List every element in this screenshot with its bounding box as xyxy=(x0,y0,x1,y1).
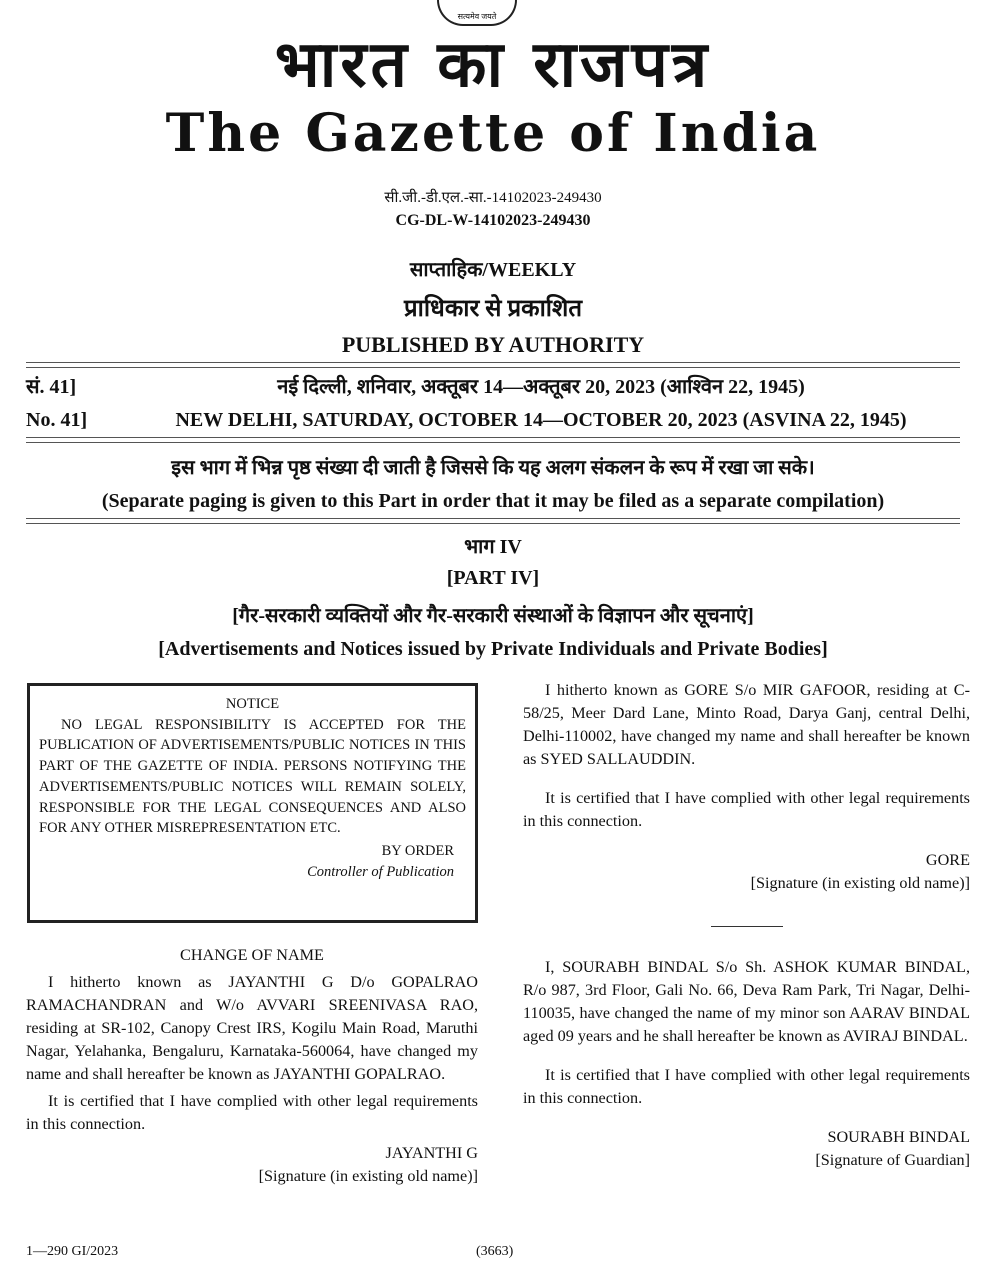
part-subtitle-hindi: [गैर-सरकारी व्यक्तियों और गैर-सरकारी संस्थाओं के विज्ञापन और सूचनाएं] xyxy=(232,605,754,627)
divider xyxy=(26,367,960,368)
masthead-hindi: भारत का राजपत्र xyxy=(274,30,712,100)
certification: It is certified that I have complied with other legal requirements in this connection. xyxy=(523,789,970,830)
change-of-name-notice-bindal xyxy=(523,956,970,1172)
signatory-name: JAYANTHI G xyxy=(385,1144,478,1162)
issue-date-hindi: नई दिल्ली, शनिवार, अक्तूबर 14—अक्तूबर 20, 2023 (आश्विन 22, 1945) xyxy=(277,376,805,398)
notice-by-order: BY ORDER xyxy=(381,842,454,859)
notice-body: I hitherto known as GORE S/o MIR GAFOOR, residing at C-58/25, Meer Dard Lane, Minto Road, Darya Ganj, central Delhi, Delhi-110002, have changed my name and shall hereafter be known as SYED SALLAUDDIN. xyxy=(523,681,970,768)
emblem-motto: सत्यमेव जयते xyxy=(457,12,497,21)
notice-title: NOTICE xyxy=(225,696,280,712)
gazette-code-english: CG-DL-W-14102023-249430 xyxy=(395,212,591,229)
certification: It is certified that I have complied with other legal requirements in this connection. xyxy=(523,1066,970,1107)
frequency: साप्ताहिक/WEEKLY xyxy=(409,259,577,281)
divider xyxy=(26,518,960,519)
change-of-name-notice-jayanthi xyxy=(26,944,478,1188)
issue-date-english: NEW DELHI, SATURDAY, OCTOBER 14—OCTOBER 20, 2023 (ASVINA 22, 1945) xyxy=(175,409,907,431)
paging-note-english: (Separate paging is given to this Part in order that it may be filed as a separate compilation) xyxy=(101,490,885,512)
divider xyxy=(26,437,960,438)
notice-box xyxy=(27,683,478,923)
divider xyxy=(26,523,960,524)
part-english: [PART IV] xyxy=(446,567,540,589)
issue-row-hindi xyxy=(26,374,926,400)
authority-hindi: प्राधिकार से प्रकाशित xyxy=(403,296,583,322)
signatory-name: SOURABH BINDAL xyxy=(827,1128,970,1146)
issue-row-english xyxy=(26,407,926,433)
issue-number-hindi: सं. 41] xyxy=(26,376,77,398)
footer-code: 1—290 GI/2023 xyxy=(26,1244,119,1259)
signatory-name: GORE xyxy=(925,851,970,869)
page-number: (3663) xyxy=(476,1244,514,1259)
gazette-code-hindi: सी.जी.-डी.एल.-सा.-14102023-249430 xyxy=(384,190,602,206)
notice-body: I, SOURABH BINDAL S/o Sh. ASHOK KUMAR BINDAL, R/o 987, 3rd Floor, Gali No. 66, Deva Ram Park, Tri Nagar, Delhi-110035, have changed the name of my minor son AARAV BINDAL aged 09 years and he shall hereafter be known as AVIRAJ BINDAL. xyxy=(523,958,970,1045)
separator-line xyxy=(711,926,783,927)
part-subtitle-english: [Advertisements and Notices issued by Private Individuals and Private Bodies] xyxy=(158,638,828,660)
divider xyxy=(26,362,960,363)
notice-body: I hitherto known as JAYANTHI G D/o GOPALRAO RAMACHANDRAN and W/o AVVARI SREENIVASA RAO, residing at SR-102, Canopy Crest IRS, Kogilu Main Road, Maruthi Nagar, Yelahanka, Bengaluru, Karnataka-560064, have changed my name and shall hereafter be known as JAYANTHI GOPALRAO. xyxy=(26,973,478,1083)
notice-body: NO LEGAL RESPONSIBILITY IS ACCEPTED FOR THE PUBLICATION OF ADVERTISEMENTS/PUBLIC NOTICES IN THIS PART OF THE GAZETTE OF INDIA. PERSONS NOTIFYING THE ADVERTISEMENTS/PUBLIC NOTICES WILL REMAIN SOLELY, RESPONSIBLE FOR THE LEGAL CONSEQUENCES AND ALSO FOR ANY OTHER MISREPRESENTATION ETC. xyxy=(39,716,466,837)
signature-label: [Signature (in existing old name)] xyxy=(750,874,970,892)
paging-note-hindi: इस भाग में भिन्न पृष्ठ संख्या दी जाती है जिससे कि यह अलग संकलन के रूप में रखा जा सके। xyxy=(171,457,815,479)
notice-controller: Controller of Publication xyxy=(307,863,454,880)
change-of-name-notice-gore xyxy=(523,679,970,895)
authority-english: PUBLISHED BY AUTHORITY xyxy=(341,332,645,357)
certification: It is certified that I have complied with other legal requirements in this connection. xyxy=(26,1092,478,1133)
section-heading: CHANGE OF NAME xyxy=(180,946,324,964)
issue-number-english: No. 41] xyxy=(26,409,88,431)
national-emblem-icon xyxy=(437,0,517,26)
signature-label: [Signature (in existing old name)] xyxy=(258,1167,478,1185)
divider xyxy=(26,442,960,443)
signature-label: [Signature of Guardian] xyxy=(815,1151,970,1169)
part-hindi: भाग IV xyxy=(464,536,522,558)
masthead-english: The Gazette of India xyxy=(165,103,821,164)
